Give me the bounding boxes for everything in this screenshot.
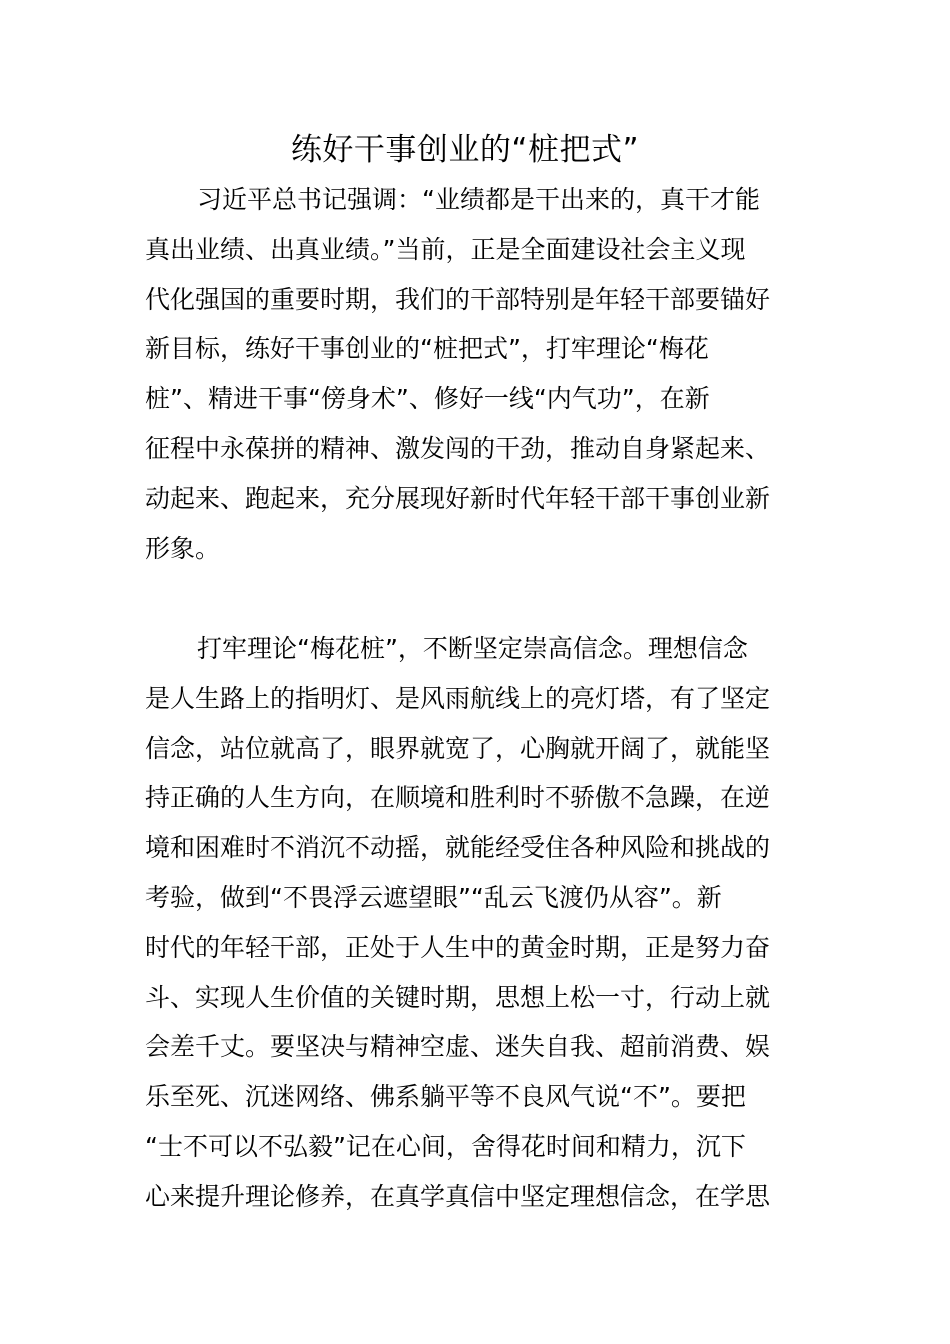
paragraph-line: 动起来、跑起来，充分展现好新时代年轻干部干事创业新 xyxy=(145,483,771,513)
paragraph-line: 是人生路上的指明灯、是风雨航线上的亮灯塔，有了坚定 xyxy=(145,683,771,713)
document-title: 练好干事创业的“桩把式” xyxy=(290,132,640,168)
paragraph-line: 形象。 xyxy=(145,533,221,563)
paragraph-line: 心来提升理论修养，在真学真信中坚定理想信念，在学思 xyxy=(145,1181,771,1211)
paragraph-line: 时代的年轻干部，正处于人生中的黄金时期，正是努力奋 xyxy=(145,932,771,962)
paragraph-line: 代化强国的重要时期，我们的干部特别是年轻干部要锚好 xyxy=(145,284,771,314)
paragraph-line: 新目标，练好干事创业的“桩把式”，打牢理论“梅花 xyxy=(145,334,709,364)
paragraph-line: 桩”、精进干事“傍身术”、修好一线“内气功”，在新 xyxy=(145,384,710,414)
paragraph-line: 征程中永葆拼的精神、激发闯的干劲，推动自身紧起来、 xyxy=(145,433,771,463)
paragraph-line: 信念，站位就高了，眼界就宽了，心胸就开阔了，就能坚 xyxy=(145,733,771,763)
paragraph-line: 境和困难时不消沉不动摇，就能经受住各种风险和挑战的 xyxy=(145,833,771,863)
paragraph-line: 真出业绩、出真业绩。”当前，正是全面建设社会主义现 xyxy=(145,234,746,264)
paragraph-theory xyxy=(145,624,807,1222)
paragraph-line: 乐至死、沉迷网络、佛系躺平等不良风气说“不”。要把 xyxy=(145,1082,746,1112)
paragraph-line: 考验，做到“不畏浮云遮望眼”“乱云飞渡仍从容”。新 xyxy=(145,882,722,912)
paragraph-line: 会差千丈。要坚决与精神空虚、迷失自我、超前消费、娱 xyxy=(145,1032,771,1062)
paragraph-line: 打牢理论“梅花桩”，不断坚定崇高信念。理想信念 xyxy=(197,634,748,663)
paragraph-line: 持正确的人生方向，在顺境和胜利时不骄傲不急躁，在逆 xyxy=(145,783,771,813)
paragraph-line: 斗、实现人生价值的关键时期，思想上松一寸，行动上就 xyxy=(145,982,771,1012)
paragraph-line: “士不可以不弘毅”记在心间，舍得花时间和精力，沉下 xyxy=(145,1131,746,1161)
paragraph-intro xyxy=(145,175,807,573)
paragraph-line: 习近平总书记强调：“业绩都是干出来的，真干才能 xyxy=(197,185,760,214)
